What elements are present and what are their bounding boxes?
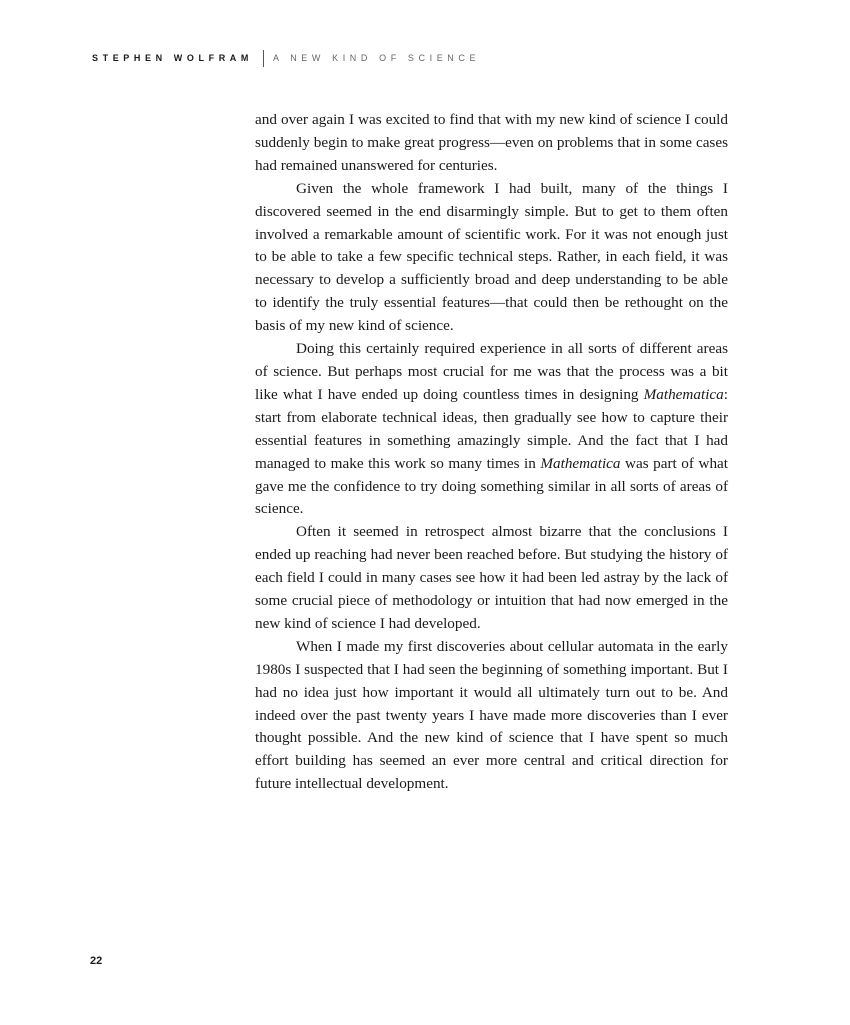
text-run: was part of what gave me the confidence to try doing something similar in all sorts of areas of science.: [255, 454, 729, 518]
paragraph: [255, 109, 728, 178]
body-text: [255, 109, 728, 796]
text-run: Often it seemed in retrospect almost bizarre that the conclusions I ended up reaching had never been reached before. But studying the history of each field I could in many cases see how it had been led astray by the lack of some crucial piece of methodology or intuition that had now emerged in the new kind of science I had developed.: [255, 523, 728, 632]
text-run: When I made my first discoveries about cellular automata in the early 1980s I suspected that I had seen the beginning of something important. But I had no idea just how important it would all ultimately turn out to be. And indeed over the past twenty years I have made more discoveries than I ever thought possible. And the new kind of science that I have spent so much effort building has seemed an ever more central and critical direction for future intellectual development.: [255, 637, 728, 793]
italic-text-run: Mathematica: [643, 385, 724, 403]
header-divider: [263, 50, 264, 67]
paragraph: [255, 338, 728, 521]
text-run: Given the whole framework I had built, many of the things I discovered seemed in the end disarmingly simple. But to get to them often involved a remarkable amount of scientific work. For it was not enough just to be able to take a few specific technical steps. Rather, in each field, it was necessary to develop a sufficiently broad and deep understanding to be able to identify the truly essential features—that could then be rethought on the basis of my new kind of science.: [255, 179, 728, 335]
paragraph: [255, 521, 728, 636]
text-run: : start from elaborate technical ideas, then gradually see how to capture their essential features in something amazingly simple. And the fact that I had managed to make this work so many times in: [255, 385, 728, 472]
page-number: 22: [90, 955, 103, 967]
header-book-title: A NEW KIND OF SCIENCE: [273, 53, 481, 63]
italic-text-run: Mathematica: [540, 454, 621, 472]
paragraph: [255, 178, 728, 338]
header-author: STEPHEN WOLFRAM: [92, 53, 253, 63]
text-run: Doing this certainly required experience in all sorts of different areas of science. But perhaps most crucial for me was that the process was a bit like what I have ended up doing countless times in designing: [255, 340, 728, 403]
paragraph: [255, 636, 728, 796]
text-run: and over again I was excited to find that with my new kind of science I could suddenly begin to make great progress—even on problems that in some cases had remained unanswered for centuries.: [255, 111, 728, 174]
running-header: [92, 48, 480, 68]
